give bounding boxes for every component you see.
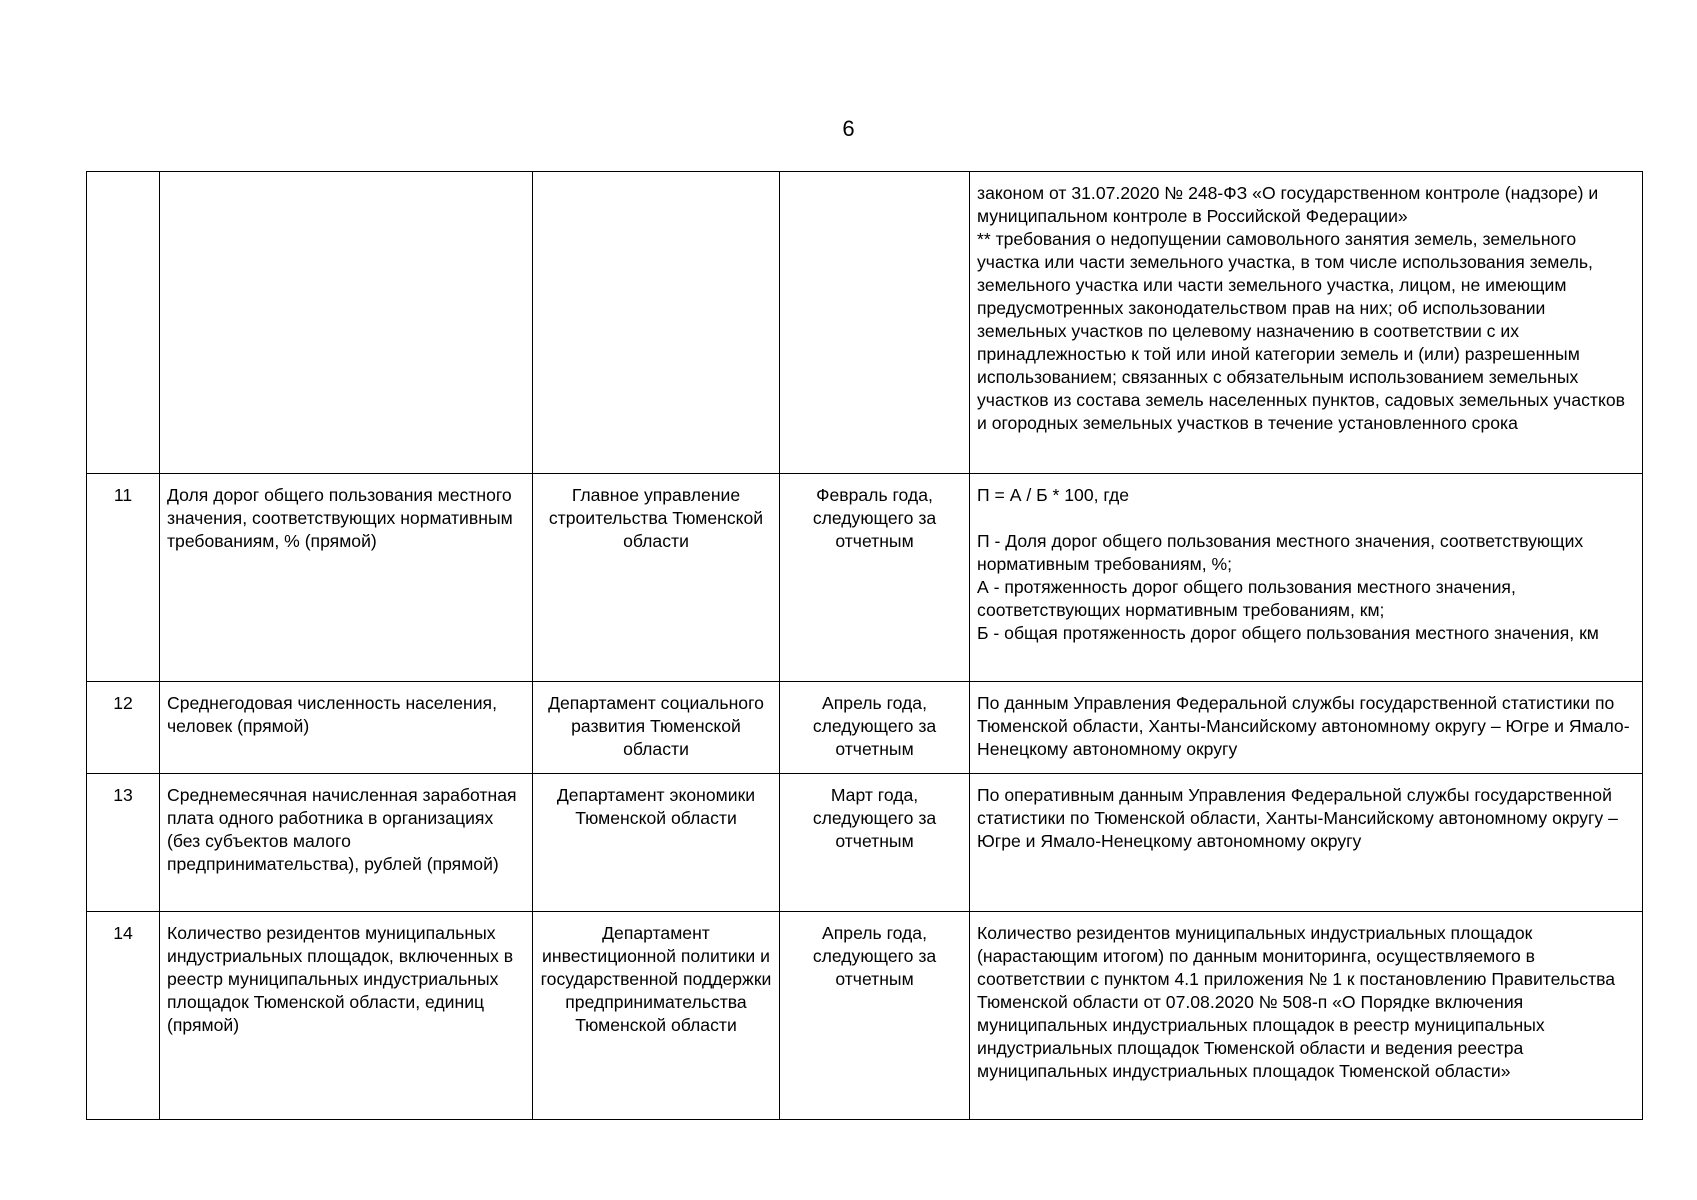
table-row (87, 912, 1643, 1120)
page-number: 6 (842, 116, 855, 141)
table-row (87, 682, 1643, 774)
deadline-cell: Март года, следующего за отчетным (780, 774, 970, 912)
table-row (87, 774, 1643, 912)
row-number-cell: 14 (87, 912, 160, 1120)
calculation-method-cell: По данным Управления Федеральной службы государственной статистики по Тюменской области, Ханты-Мансийскому автономному округу – Югре и Ямало-Ненецкому автономному округу (970, 682, 1643, 774)
calculation-method-cell: П = А / Б * 100, где П - Доля дорог общего пользования местного значения, соответствующих нормативным требованиям, %; А - протяженность дорог общего пользования местного значения, соответствующих нормативным требованиям, км; Б - общая протяженность дорог общего пользования местного значения, км (970, 474, 1643, 682)
table-row (87, 474, 1643, 682)
row-number-cell: 11 (87, 474, 160, 682)
indicator-name-cell: Доля дорог общего пользования местного значения, соответствующих нормативным требованиям, % (прямой) (160, 474, 533, 682)
indicator-name-cell: Среднегодовая численность населения, человек (прямой) (160, 682, 533, 774)
responsible-body-cell: Департамент социального развития Тюменской области (533, 682, 780, 774)
responsible-body-cell (533, 172, 780, 474)
responsible-body-cell: Департамент экономики Тюменской области (533, 774, 780, 912)
calculation-method-cell: законом от 31.07.2020 № 248-ФЗ «О государственном контроле (надзоре) и муниципальном контроле в Российской Федерации» ** требования о недопущении самовольного занятия земель, земельного участка или части земельного участка, в том числе использования земель, земельного участка или части земельного участка, лицом, не имеющим предусмотренных законодательством прав на них; об использовании земельных участков по целевому назначению в соответствии с их принадлежностью к той или иной категории земель и (или) разрешенным использованием; связанных с обязательным использованием земельных участков из состава земель населенных пунктов, садовых земельных участков и огородных земельных участков в течение установленного срока (970, 172, 1643, 474)
calculation-method-cell: По оперативным данным Управления Федеральной службы государственной статистики по Тюменской области, Ханты-Мансийскому автономному округу – Югре и Ямало-Ненецкому автономному округу (970, 774, 1643, 912)
indicator-name-cell (160, 172, 533, 474)
row-number-cell: 13 (87, 774, 160, 912)
deadline-cell (780, 172, 970, 474)
row-number-cell: 12 (87, 682, 160, 774)
indicator-name-cell: Количество резидентов муниципальных индустриальных площадок, включенных в реестр муниципальных индустриальных площадок Тюменской области, единиц (прямой) (160, 912, 533, 1120)
deadline-cell: Февраль года, следующего за отчетным (780, 474, 970, 682)
indicators-table (86, 171, 1643, 1120)
table-row (87, 172, 1643, 474)
deadline-cell: Апрель года, следующего за отчетным (780, 682, 970, 774)
responsible-body-cell: Главное управление строительства Тюменской области (533, 474, 780, 682)
responsible-body-cell: Департамент инвестиционной политики и государственной поддержки предпринимательства Тюменской области (533, 912, 780, 1120)
indicator-name-cell: Среднемесячная начисленная заработная плата одного работника в организациях (без субъектов малого предпринимательства), рублей (прямой) (160, 774, 533, 912)
calculation-method-cell: Количество резидентов муниципальных индустриальных площадок (нарастающим итогом) по данным мониторинга, осуществляемого в соответствии с пунктом 4.1 приложения № 1 к постановлению Правительства Тюменской области от 07.08.2020 № 508-п «О Порядке включения муниципальных индустриальных площадок в реестр муниципальных индустриальных площадок Тюменской области и ведения реестра муниципальных индустриальных площадок Тюменской области» (970, 912, 1643, 1120)
row-number-cell (87, 172, 160, 474)
deadline-cell: Апрель года, следующего за отчетным (780, 912, 970, 1120)
